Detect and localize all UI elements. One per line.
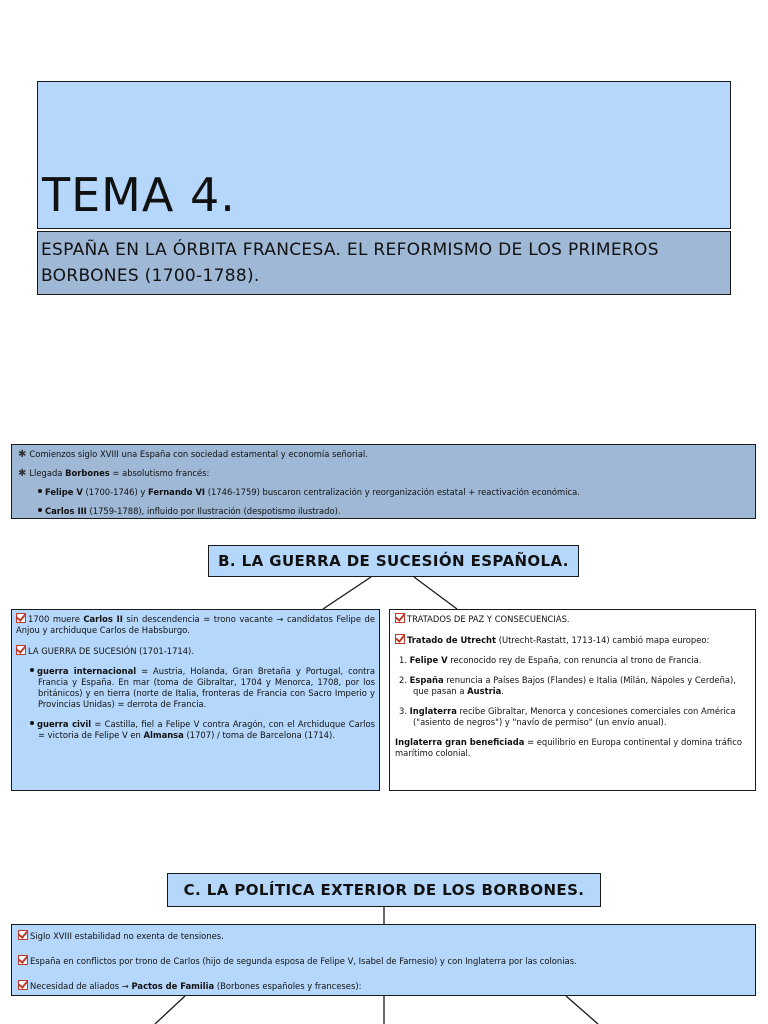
bullet-icon <box>38 508 42 512</box>
page-subtitle: ESPAÑA EN LA ÓRBITA FRANCESA. EL REFORMISMO DE LOS PRIMEROS BORBONES (1700-1788). <box>41 240 659 286</box>
connector-c-left <box>155 996 185 1024</box>
intro-line-1: ✱ Comienzos siglo XVIII una España con sociedad estamental y economía señorial. <box>18 449 368 460</box>
right-item-3: 3. Inglaterra recibe Gibraltar, Menorca y concesiones comerciales con América ("asiento de negros") y "navío de permiso" (un envío anual). <box>399 706 736 727</box>
intro-sub-2: Carlos III (1759-1788), influido por Ilustración (despotismo ilustrado). <box>38 506 749 517</box>
bullet-icon <box>30 668 34 672</box>
checkbox-icon <box>18 955 28 965</box>
asterisk-icon: ✱ <box>18 449 27 460</box>
c-line-2: España en conflictos por trono de Carlos (hijo de segunda esposa de Felipe V, Isabel de Farnesio) y con Inglaterra por las colonias. <box>18 955 749 967</box>
section-c-heading: C. LA POLÍTICA EXTERIOR DE LOS BORBONES. <box>167 873 601 907</box>
intro-box <box>11 444 756 519</box>
c-line-1: Siglo XVIII estabilidad no exenta de tensiones. <box>18 930 749 942</box>
checkbox-icon <box>18 930 28 940</box>
section-b-heading: B. LA GUERRA DE SUCESIÓN ESPAÑOLA. <box>208 545 579 577</box>
right-p2: Tratado de Utrecht (Utrecht-Rastatt, 1713-14) cambió mapa europeo: <box>395 634 750 646</box>
left-p4: guerra civil = Castilla, fiel a Felipe V contra Aragón, con el Archiduque Carlos = victoria de Felipe V en Almansa (1707) / toma de Barcelona (1714). <box>16 719 375 741</box>
asterisk-icon: ✱ <box>18 468 27 479</box>
connector-b-right <box>414 577 457 609</box>
left-p2: LA GUERRA DE SUCESIÓN (1701-1714). <box>16 645 375 657</box>
checkbox-icon <box>395 634 405 644</box>
title-box <box>37 81 731 229</box>
bullet-icon <box>38 489 42 493</box>
c-line-3: Necesidad de aliados → Pactos de Familia (Borbones españoles y franceses): <box>18 980 749 992</box>
bullet-icon <box>30 721 34 725</box>
peace-treaties-box <box>389 609 756 791</box>
intro-line-2: ✱ Llegada Borbones = absolutismo francés: <box>18 468 210 479</box>
right-item-2: 2. España renuncia a Países Bajos (Flandes) e Italia (Milán, Nápoles y Cerdeña), que pasan a Austria. <box>399 675 736 696</box>
left-p1: 1700 muere Carlos II sin descendencia = trono vacante → candidatos Felipe de Anjou y archiduque Carlos de Habsburgo. <box>16 614 375 635</box>
checkbox-icon <box>16 645 26 655</box>
connector-c-right <box>566 996 598 1024</box>
page-title: TEMA 4. <box>42 168 236 222</box>
intro-sub-1: Felipe V (1700-1746) y Fernando VI (1746-1759) buscaron centralización y reorganización estatal + reactivación económica. <box>38 487 749 498</box>
subtitle-box <box>37 231 731 295</box>
right-p3: Inglaterra gran beneficiada = equilibrio en Europa continental y domina tráfico marítimo colonial. <box>395 737 742 758</box>
succession-war-box <box>11 609 380 791</box>
checkbox-icon <box>16 613 26 623</box>
right-p1: TRATADOS DE PAZ Y CONSECUENCIAS. <box>395 613 750 625</box>
right-item-1: 1. Felipe V reconocido rey de España, con renuncia al trono de Francia. <box>399 655 702 665</box>
foreign-policy-box <box>11 924 756 996</box>
checkbox-icon <box>18 980 28 990</box>
checkbox-icon <box>395 613 405 623</box>
connector-b-left <box>323 577 371 609</box>
left-p3: guerra internacional = Austria, Holanda, Gran Bretaña y Portugal, contra Francia y España. En mar (toma de Gibraltar, 1704 y Menorca, 1708, por los británicos) y en tierra (norte de Italia, fronteras de Francia con Sacro Imperio y Provincias Unidas) = derrota de Francia. <box>16 666 375 710</box>
